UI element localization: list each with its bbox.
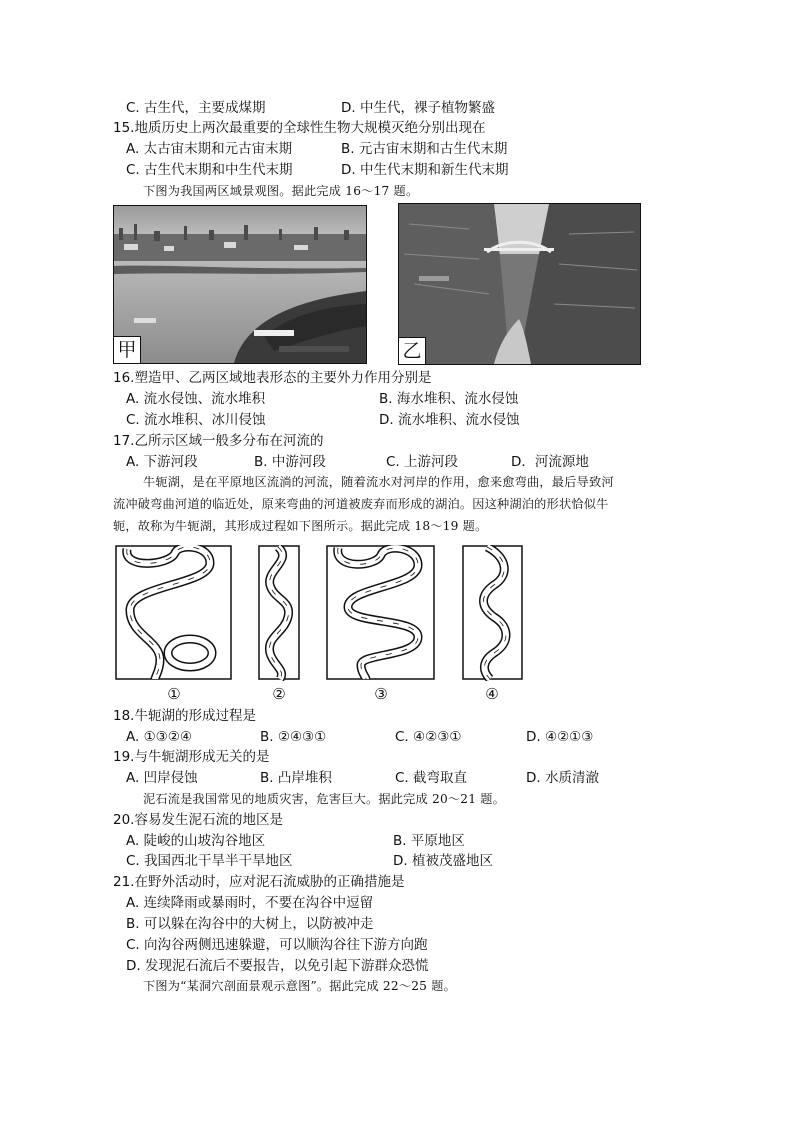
q16-stem: 16.塑造甲、乙两区域地表形态的主要外力作用分别是 (113, 370, 432, 386)
intro-18-19-line1: 牛轭湖，是在平原地区流淌的河流，随着流水对河岸的作用，愈来愈弯曲，最后导致河 (143, 475, 614, 489)
q19-option-a: A. 凹岸侵蚀 (126, 770, 198, 786)
q17-stem: 17.乙所示区域一般多分布在河流的 (113, 433, 324, 449)
diagram-label-2: ② (272, 685, 286, 703)
intro-18-19-line2: 流冲破弯曲河道的临近处，原来弯曲的河道被废弃而形成的湖泊。因这种湖泊的形状恰似牛 (113, 497, 609, 511)
q21-option-d: D. 发现泥石流后不要报告，以免引起下游群众恐慌 (126, 958, 429, 974)
q18-option-c: C. ④②③① (395, 729, 462, 745)
intro-20-21: 泥石流是我国常见的地质灾害，危害巨大。据此完成 20～21 题。 (143, 792, 506, 806)
photo-jia-label: 甲 (114, 336, 141, 363)
q19-stem: 19.与牛轭湖形成无关的是 (113, 749, 270, 765)
q20-option-b: B. 平原地区 (393, 833, 465, 849)
q21-option-c: C. 向沟谷两侧迅速躲避，可以顺沟谷往下游方向跑 (126, 937, 428, 953)
q17-option-a: A. 下游河段 (126, 454, 198, 470)
intro-22-25: 下图为“某洞穴剖面景观示意图”。据此完成 22～25 题。 (143, 979, 456, 993)
q15-option-d: D. 中生代末期和新生代末期 (341, 162, 509, 178)
intro-16-17: 下图为我国两区域景观图。据此完成 16～17 题。 (143, 184, 419, 198)
q15-option-c: C. 古生代末期和中生代末期 (126, 162, 293, 178)
q20-stem: 20.容易发生泥石流的地区是 (113, 812, 283, 828)
diagram-label-3: ③ (374, 685, 388, 703)
q18-option-b: B. ②④③① (260, 729, 327, 745)
q15-option-b: B. 元古宙末期和古生代末期 (341, 141, 508, 157)
q17-option-b: B. 中游河段 (254, 454, 326, 470)
q20-option-c: C. 我国西北干旱半干旱地区 (126, 853, 293, 869)
diagram-label-1: ① (167, 685, 181, 703)
q19-option-b: B. 凸岸堆积 (260, 770, 332, 786)
oxbow-diagram-4 (462, 545, 524, 681)
q16-option-b: B. 海水堆积、流水侵蚀 (379, 391, 519, 407)
q18-option-a: A. ①③②④ (126, 729, 192, 745)
q17-option-c: C. 上游河段 (386, 454, 459, 470)
photo-jia (113, 205, 367, 364)
q20-option-d: D. 植被茂盛地区 (393, 853, 493, 869)
q15-option-a: A. 太古宙末期和元古宙末期 (126, 141, 293, 157)
q21-stem: 21.在野外活动时，应对泥石流威胁的正确措施是 (113, 874, 405, 890)
q18-stem: 18.牛轭湖的形成过程是 (113, 708, 256, 724)
photo-jia-landscape (114, 206, 366, 363)
q19-option-d: D. 水质清澈 (526, 770, 599, 786)
intro-18-19-line3: 轭，故称为牛轭湖，其形成过程如下图所示。据此完成 18～19 题。 (113, 519, 488, 533)
q21-option-a: A. 连续降雨或暴雨时，不要在沟谷中逗留 (126, 895, 374, 911)
q16-option-d: D. 流水堆积、流水侵蚀 (379, 412, 520, 428)
q14-option-d: D. 中生代，裸子植物繁盛 (341, 100, 495, 116)
diagram-label-4: ④ (485, 685, 499, 703)
oxbow-diagram-1 (115, 545, 233, 681)
q17-option-d: D．河流源地 (511, 454, 589, 470)
q16-option-c: C. 流水堆积、冰川侵蚀 (126, 412, 266, 428)
q19-option-c: C. 截弯取直 (395, 770, 468, 786)
q18-option-d: D. ④②①③ (526, 729, 594, 745)
q16-option-a: A. 流水侵蚀、流水堆积 (126, 391, 266, 407)
q14-option-c: C. 古生代，主要成煤期 (126, 100, 266, 116)
q20-option-a: A. 陡峻的山坡沟谷地区 (126, 833, 266, 849)
photo-yi-landscape (399, 204, 640, 364)
q21-option-b: B. 可以躲在沟谷中的大树上，以防被冲走 (126, 916, 374, 932)
photo-yi-label: 乙 (399, 337, 426, 364)
oxbow-diagram-2 (258, 545, 301, 681)
q15-stem: 15.地质历史上两次最重要的全球性生物大规模灭绝分别出现在 (113, 120, 486, 136)
photo-yi (398, 203, 641, 365)
oxbow-diagram-3 (326, 545, 436, 681)
